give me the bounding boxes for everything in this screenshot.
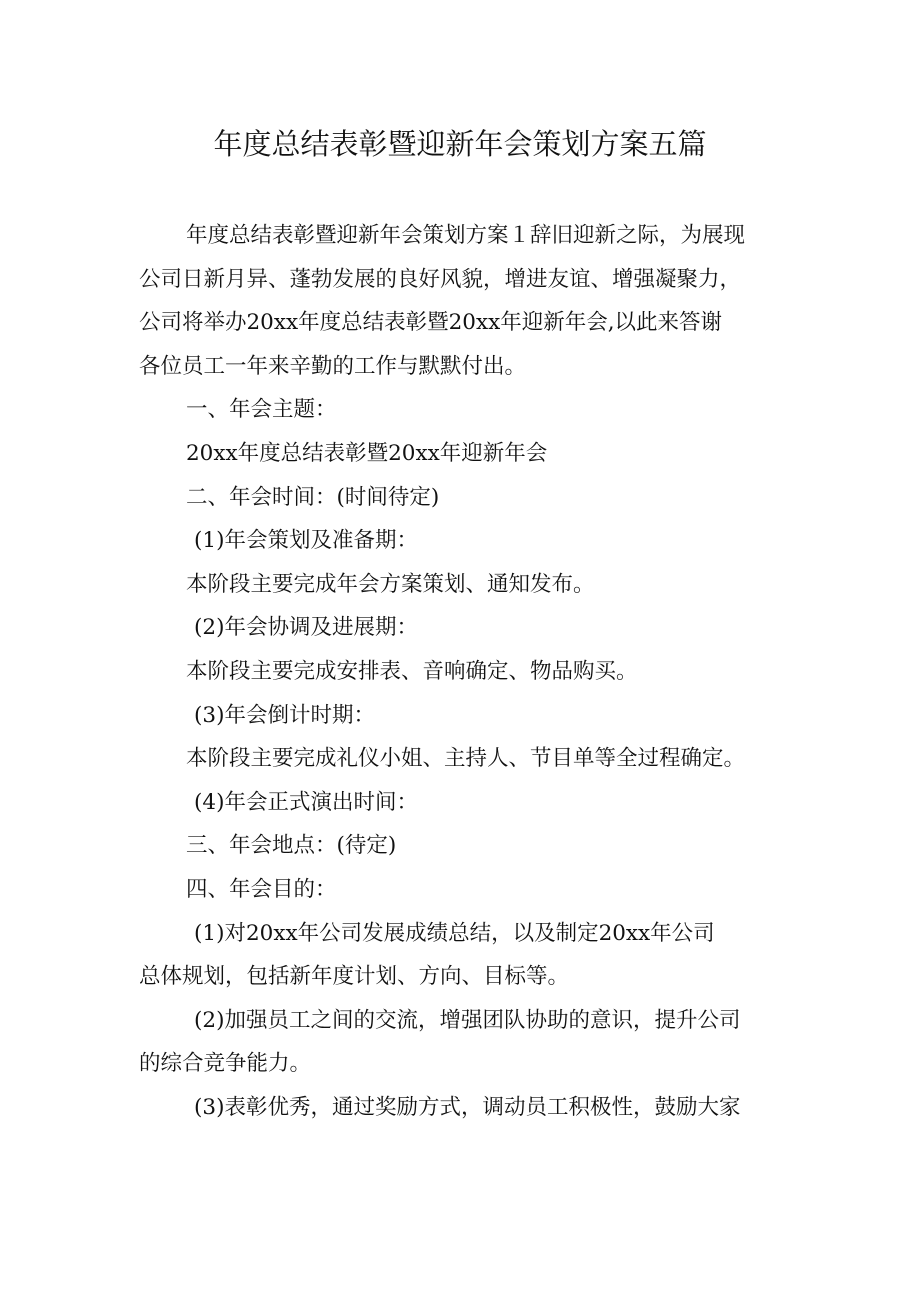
document-title: 年度总结表彰暨迎新年会策划方案五篇 [213,127,707,161]
paragraph-line: (1)对20xx年公司发展成绩总结，以及制定20xx年公司 [194,920,715,946]
section-heading: 二、年会时间：(时间待定) [186,484,440,510]
paragraph-line: 本阶段主要完成年会方案策划、通知发布。 [186,571,595,597]
section-heading: 四、年会目的： [186,876,337,902]
paragraph-line: 本阶段主要完成安排表、音响确定、物品购买。 [186,658,638,684]
paragraph-line: 本阶段主要完成礼仪小姐、主持人、节目单等全过程确定。 [186,746,746,772]
paragraph-line: 20xx年度总结表彰暨20xx年迎新年会 [186,440,548,466]
document-body [139,214,799,1129]
subsection-heading: (2)年会协调及进展期： [194,615,418,641]
paragraph-line: 公司将举办20xx年度总结表彰暨20xx年迎新年会,以此来答谢 [139,310,723,336]
paragraph-line: 公司日新月异、蓬勃发展的良好风貌，增进友谊、增强凝聚力， [139,266,742,292]
subsection-heading: (1)年会策划及准备期： [194,528,418,554]
section-heading: 三、年会地点：(待定) [186,833,397,859]
paragraph-line: 总体规划，包括新年度计划、方向、目标等。 [139,964,570,990]
paragraph-line: (3)表彰优秀，通过奖励方式，调动员工积极性，鼓励大家 [194,1094,741,1120]
paragraph-line: 的综合竞争能力。 [139,1051,312,1077]
paragraph-line: 各位员工一年来辛勤的工作与默默付出。 [139,353,527,379]
paragraph-line: (2)加强员工之间的交流，增强团队协助的意识，提升公司 [194,1007,741,1033]
section-heading: 一、年会主题： [186,397,337,423]
subsection-heading: (3)年会倒计时期： [194,702,375,728]
paragraph-line: 年度总结表彰暨迎新年会策划方案１辞旧迎新之际，为展现 [186,223,746,248]
subsection-heading: (4)年会正式演出时间： [194,789,418,815]
